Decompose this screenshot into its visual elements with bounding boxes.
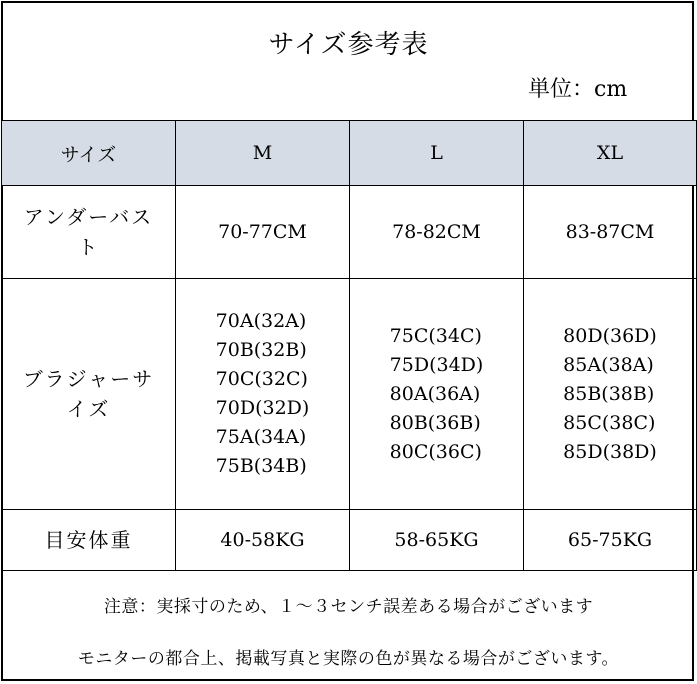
table-row xyxy=(2,186,697,279)
cup-list-l xyxy=(390,322,484,467)
list-item: 85A(38A) xyxy=(563,353,654,376)
list-item: 80C(36C) xyxy=(389,440,482,463)
list-item: 70B(32B) xyxy=(215,339,307,361)
size-table xyxy=(1,120,697,571)
table-row xyxy=(2,510,697,571)
cell-bra-xl xyxy=(524,279,697,510)
list-item: 80A(36A) xyxy=(389,382,481,405)
row-label-bra-size xyxy=(2,279,176,510)
row-label-text: ブラジャーサイズ xyxy=(22,367,155,421)
list-item: 80D(36D) xyxy=(563,324,657,347)
cell-underbust-l: 78-82CM xyxy=(350,186,524,279)
table-row xyxy=(2,279,697,510)
header-m: M xyxy=(176,121,350,186)
list-item: 85D(38D) xyxy=(563,440,657,463)
cell-weight-xl: 65-75KG xyxy=(524,510,697,571)
list-item: 75A(34A) xyxy=(215,426,307,448)
cell-bra-l xyxy=(350,279,524,510)
cell-weight-l: 58-65KG xyxy=(350,510,524,571)
list-item: 85B(38B) xyxy=(563,382,655,405)
list-item: 85C(38C) xyxy=(563,411,656,434)
header-l: L xyxy=(350,121,524,186)
row-label-text: アンダーバスト xyxy=(23,205,154,259)
list-item: 80B(36B) xyxy=(389,411,481,434)
cell-weight-m: 40-58KG xyxy=(176,510,350,571)
page-title: サイズ参考表 xyxy=(268,30,429,60)
header-xl: XL xyxy=(524,121,697,186)
cell-underbust-m: 70-77CM xyxy=(176,186,350,279)
list-item: 70A(32A) xyxy=(215,310,307,332)
cup-list-xl xyxy=(563,322,657,467)
list-item: 70C(32C) xyxy=(215,368,308,390)
row-label-weight xyxy=(2,510,176,571)
list-item: 75B(34B) xyxy=(215,455,307,477)
note-measurement-error: 注意：実採寸のため、１～３センチ誤差ある場合がございます xyxy=(103,597,594,617)
header-size: サイズ xyxy=(2,121,176,186)
cell-bra-m xyxy=(176,279,350,510)
list-item: 70D(32D) xyxy=(215,397,310,419)
cup-list-m xyxy=(216,307,310,481)
row-label-text: 目安体重 xyxy=(44,528,133,552)
unit-label: 単位：cm xyxy=(528,77,628,102)
list-item: 75D(34D) xyxy=(389,353,484,376)
cell-underbust-xl: 83-87CM xyxy=(524,186,697,279)
note-color-difference: モニターの都合上、掲載写真と実際の色が異なる場合がございます。 xyxy=(77,649,620,669)
row-label-underbust xyxy=(2,186,176,279)
header-row xyxy=(2,121,697,186)
list-item: 75C(34C) xyxy=(389,324,482,347)
